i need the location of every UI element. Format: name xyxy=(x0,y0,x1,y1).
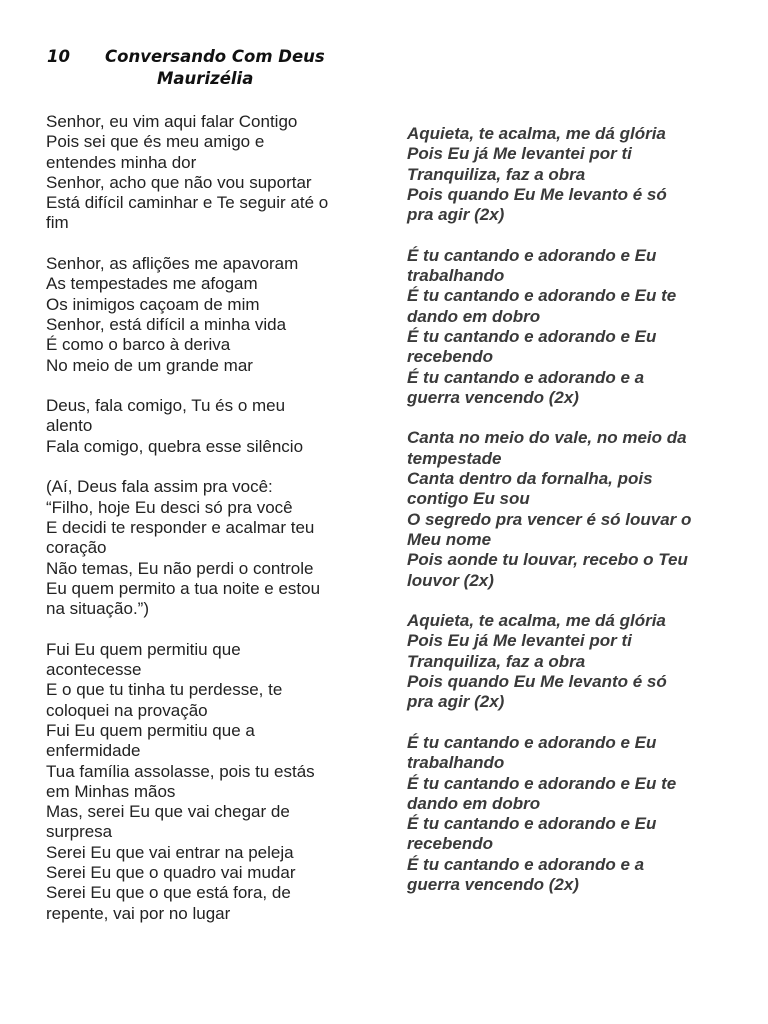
lyric-line: Senhor, acho que não vou suportar xyxy=(46,172,312,192)
lyric-line: As tempestades me afogam xyxy=(46,274,258,294)
lyric-stanza xyxy=(407,733,732,895)
lyric-line: É tu cantando e adorando e Eu xyxy=(407,732,657,752)
lyric-line: É como o barco à deriva xyxy=(46,335,231,355)
lyric-line: E o que tu tinha tu perdesse, te xyxy=(46,680,283,700)
lyric-line: louvor (2x) xyxy=(407,570,494,590)
lyric-line: Serei Eu que vai entrar na peleja xyxy=(46,842,294,862)
song-title: Conversando Com Deus xyxy=(105,47,325,66)
lyric-line: Mas, serei Eu que vai chegar de xyxy=(46,802,290,822)
lyric-stanza xyxy=(46,640,368,924)
lyric-line: Serei Eu que o quadro vai mudar xyxy=(46,862,296,882)
lyric-line: Meu nome xyxy=(407,529,492,549)
lyric-stanza xyxy=(407,611,732,712)
lyric-line: É tu cantando e adorando e Eu xyxy=(407,814,657,834)
song-header xyxy=(47,46,367,90)
lyric-line: Senhor, eu vim aqui falar Contigo xyxy=(46,112,298,131)
lyric-line: É tu cantando e adorando e Eu te xyxy=(407,773,677,793)
lyric-line: Fui Eu quem permitiu que a xyxy=(46,720,255,740)
lyric-line: recebendo xyxy=(407,834,493,854)
lyric-line: Pois Eu já Me levantei por ti xyxy=(407,144,632,164)
lyric-line: entendes minha dor xyxy=(46,152,197,172)
lyric-line: Não temas, Eu não perdi o controle xyxy=(46,558,314,578)
lyric-line: “Filho, hoje Eu desci só pra você xyxy=(46,497,293,517)
song-number: 10 xyxy=(47,47,70,66)
lyric-line: dando em dobro xyxy=(407,793,541,813)
lyric-line: Pois quando Eu Me levanto é só xyxy=(407,184,667,204)
lyric-line: repente, vai por no lugar xyxy=(46,903,231,923)
lyric-line: pra agir (2x) xyxy=(407,692,505,712)
lyric-line: O segredo pra vencer é só louvar o xyxy=(407,509,692,529)
lyric-line: Tua família assolasse, pois tu estás xyxy=(46,761,315,781)
lyric-line: alento xyxy=(46,416,93,436)
lyric-line: Aquieta, te acalma, me dá glória xyxy=(407,124,666,143)
lyric-line: É tu cantando e adorando e Eu te xyxy=(407,286,677,306)
lyric-line: Canta dentro da fornalha, pois xyxy=(407,469,653,489)
lyric-line: Pois quando Eu Me levanto é só xyxy=(407,672,667,692)
lyric-line: trabalhando xyxy=(407,753,505,773)
lyric-line: enfermidade xyxy=(46,741,141,761)
lyric-line: na situação.”) xyxy=(46,599,149,619)
lyric-line: Fui Eu quem permitiu que xyxy=(46,639,241,659)
lyrics-left-column xyxy=(46,112,368,944)
lyric-line: guerra vencendo (2x) xyxy=(407,387,579,407)
lyric-line: Fala comigo, quebra esse silêncio xyxy=(46,436,304,456)
lyric-line: Pois Eu já Me levantei por ti xyxy=(407,631,632,651)
lyric-line: em Minhas mãos xyxy=(46,781,176,801)
lyric-stanza xyxy=(46,254,368,376)
lyric-line: É tu cantando e adorando e a xyxy=(407,854,645,874)
lyric-line: recebendo xyxy=(407,347,493,367)
lyric-stanza xyxy=(407,246,732,408)
lyric-line: No meio de um grande mar xyxy=(46,355,253,375)
lyric-line: dando em dobro xyxy=(407,306,541,326)
lyric-line: tempestade xyxy=(407,448,502,468)
lyric-line: É tu cantando e adorando e Eu xyxy=(407,245,657,265)
lyric-stanza xyxy=(46,477,368,619)
lyric-line: É tu cantando e adorando e a xyxy=(407,367,645,387)
lyric-line: surpresa xyxy=(46,822,113,842)
lyric-line: Tranquiliza, faz a obra xyxy=(407,164,586,184)
lyric-line: Serei Eu que o que está fora, de xyxy=(46,883,291,903)
lyric-line: Eu quem permito a tua noite e estou xyxy=(46,578,321,598)
lyric-line: Canta no meio do vale, no meio da xyxy=(407,428,687,448)
lyric-line: contigo Eu sou xyxy=(407,489,530,509)
lyric-line: Aquieta, te acalma, me dá glória xyxy=(407,611,666,631)
lyrics-right-column xyxy=(407,124,732,916)
song-artist: Maurizélia xyxy=(157,69,254,88)
lyric-line: pra agir (2x) xyxy=(407,205,505,225)
lyric-line: E decidi te responder e acalmar teu xyxy=(46,517,315,537)
lyric-line: É tu cantando e adorando e Eu xyxy=(407,326,657,346)
lyric-line: Pois aonde tu louvar, recebo o Teu xyxy=(407,550,688,570)
lyric-line: fim xyxy=(46,213,69,233)
lyric-line: Senhor, as aflições me apavoram xyxy=(46,254,299,274)
lyric-line: acontecesse xyxy=(46,660,142,680)
lyric-stanza xyxy=(407,124,732,225)
lyric-stanza xyxy=(46,396,368,457)
lyric-line: Senhor, está difícil a minha vida xyxy=(46,314,287,334)
lyric-line: Os inimigos caçoam de mim xyxy=(46,294,260,314)
lyric-line: coloquei na provação xyxy=(46,700,208,720)
lyric-line: guerra vencendo (2x) xyxy=(407,874,579,894)
lyric-line: Pois sei que és meu amigo e xyxy=(46,132,265,152)
lyric-line: trabalhando xyxy=(407,266,505,286)
lyric-stanza xyxy=(407,428,732,590)
lyric-line: coração xyxy=(46,538,107,558)
lyric-line: Está difícil caminhar e Te seguir até o xyxy=(46,193,329,213)
lyric-line: Deus, fala comigo, Tu és o meu xyxy=(46,396,286,416)
lyric-line: Tranquiliza, faz a obra xyxy=(407,651,586,671)
lyric-line: (Aí, Deus fala assim pra você: xyxy=(46,477,273,497)
lyric-stanza xyxy=(46,112,368,234)
